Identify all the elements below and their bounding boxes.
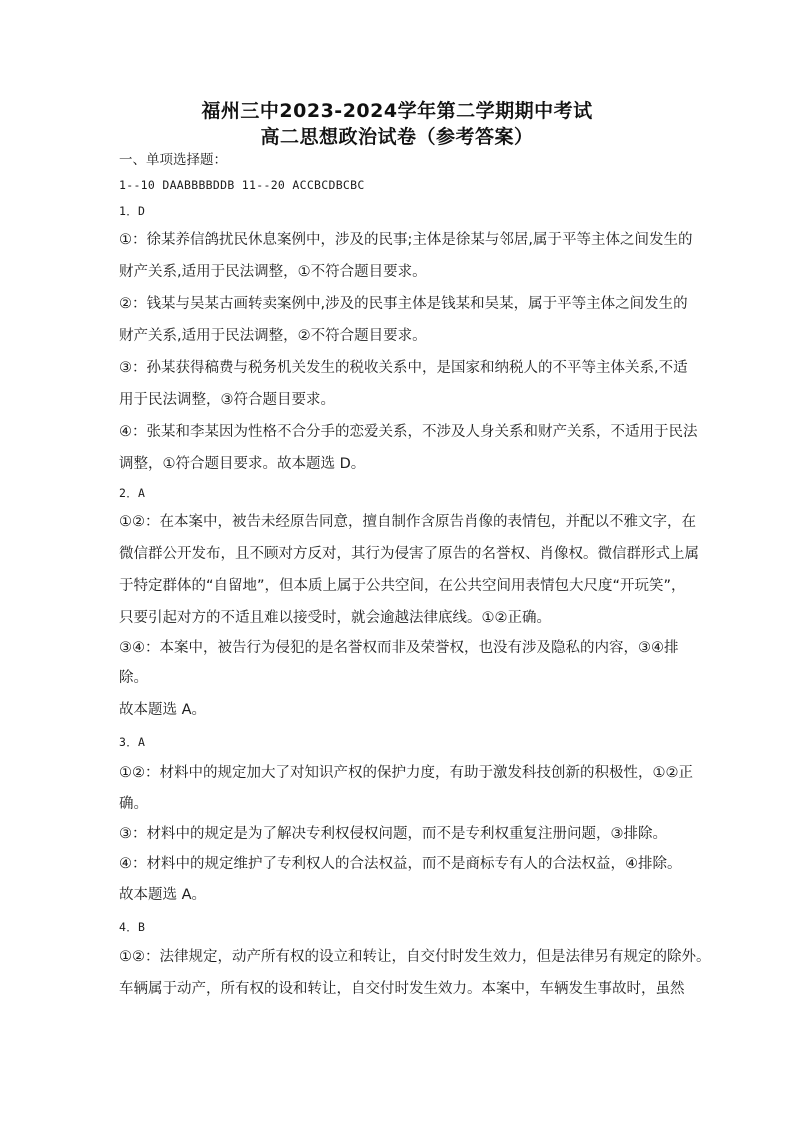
explanation-line: ④：张某和李某因为性格不合分手的恋爱关系，不涉及人身关系和财产关系，不适用于民法	[119, 424, 698, 440]
question-number: 4．B	[119, 920, 146, 934]
explanation-line: 调整，①符合题目要求。故本题选 D。	[119, 456, 366, 472]
document-subtitle: 高二思想政治试卷（参考答案）	[260, 126, 534, 148]
explanation-line: 故本题选 A。	[119, 887, 207, 903]
answer-key: 1--10 DAABBBBDDB 11--20 ACCBCDBCBC	[119, 178, 365, 192]
question-number: 2．A	[119, 486, 146, 500]
explanation-line: ①②：在本案中，被告未经原告同意，擅自制作含原告肖像的表情包，并配以不雅文字，在	[119, 514, 696, 530]
explanation-line: 财产关系,适用于民法调整，②不符合题目要求。	[119, 328, 427, 344]
explanation-line: 微信群公开发布，且不顾对方反对，其行为侵害了原告的名誉权、肖像权。微信群形式上属	[119, 546, 699, 562]
explanation-line: ③：孙某获得稿费与税务机关发生的税收关系中，是国家和纳税人的不平等主体关系,不适	[119, 360, 688, 376]
document-title: 福州三中2023-2024学年第二学期期中考试	[201, 100, 593, 122]
explanation-line: ②：钱某与吴某古画转卖案例中,涉及的民事主体是钱某和吴某，属于平等主体之间发生的	[119, 296, 688, 312]
explanation-line: ①②：法律规定，动产所有权的设立和转让，自交付时发生效力，但是法律另有规定的除外。	[119, 949, 711, 965]
explanation-line: 只要引起对方的不适且难以接受时，就会逾越法律底线。①②正确。	[119, 610, 551, 626]
question-number: 3．A	[119, 735, 146, 749]
explanation-line: 故本题选 A。	[119, 702, 207, 718]
explanation-line: 车辆属于动产，所有权的设和转让，自交付时发生效力。本案中，车辆发生事故时，虽然	[119, 981, 685, 997]
explanation-line: 除。	[119, 670, 148, 686]
explanation-line: ③：材料中的规定是为了解决专利权侵权问题，而不是专利权重复注册问题，③排除。	[119, 826, 667, 842]
explanation-line: ③④：本案中，被告行为侵犯的是名誉权而非及荣誉权，也没有涉及隐私的内容，③④排	[119, 640, 679, 656]
explanation-line: 于特定群体的“自留地”，但本质上属于公共空间，在公共空间用表情包大尺度“开玩笑”，	[119, 578, 686, 594]
section-heading: 一、单项选择题：	[119, 152, 227, 168]
explanation-line: ①②：材料中的规定加大了对知识产权的保护力度，有助于激发科技创新的积极性，①②正	[119, 765, 693, 781]
explanation-line: ④：材料中的规定维护了专利权人的合法权益，而不是商标专有人的合法权益，④排除。	[119, 856, 682, 872]
question-number: 1．D	[119, 204, 146, 218]
explanation-line: ①：徐某养信鸽扰民休息案例中，涉及的民事;主体是徐某与邻居,属于平等主体之间发生的	[119, 232, 693, 248]
explanation-line: 确。	[119, 796, 148, 812]
explanation-line: 用于民法调整，③符合题目要求。	[119, 392, 335, 408]
explanation-line: 财产关系,适用于民法调整，①不符合题目要求。	[119, 264, 427, 280]
